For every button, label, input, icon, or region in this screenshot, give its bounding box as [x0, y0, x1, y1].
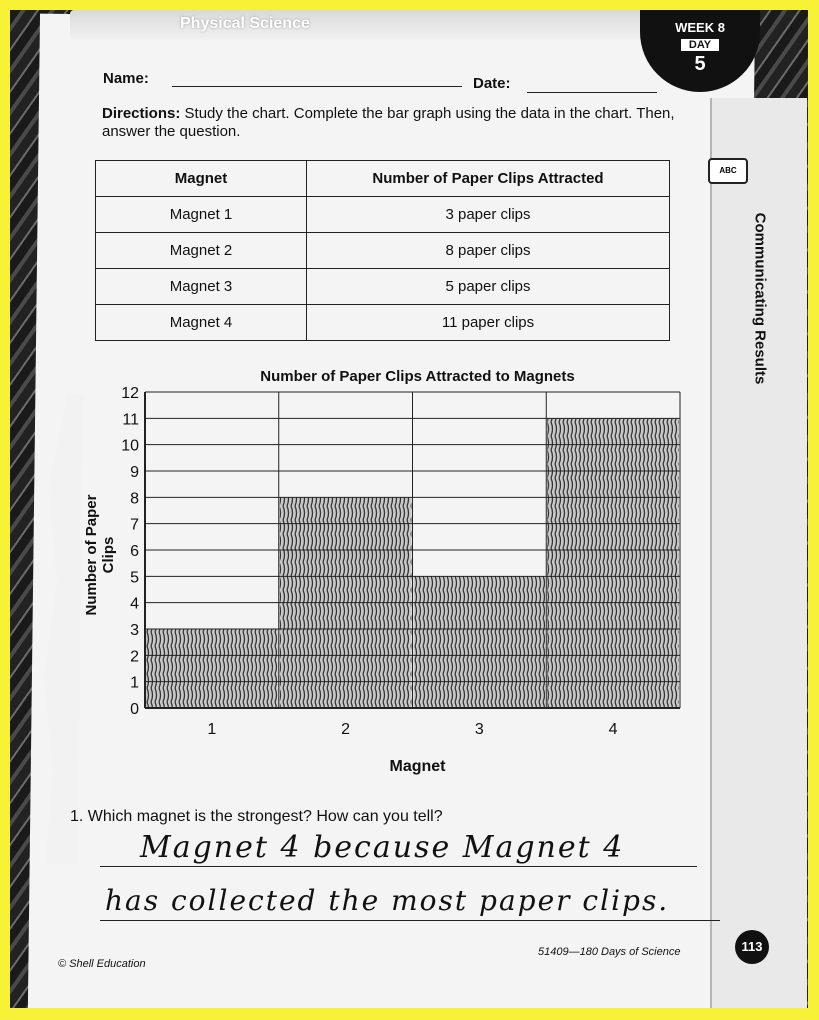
directions-text: Study the chart. Complete the bar graph using the data in the chart. Then, answer the question.: [102, 105, 675, 140]
data-table: [95, 160, 670, 341]
y-tick-label: 7: [130, 516, 139, 534]
answer-handwriting-1: Magnet 4 because Magnet 4: [140, 830, 625, 865]
bar-magnet-4: [547, 418, 679, 708]
y-tick-label: 3: [130, 622, 139, 639]
table-row: [96, 305, 670, 341]
bar-magnet-3: [414, 576, 546, 708]
speech-bubble-icon: ABC: [708, 158, 748, 184]
day-number: 5: [694, 53, 706, 75]
table-cell: Magnet 2: [96, 233, 307, 269]
table-cell: Magnet 3: [96, 269, 307, 305]
y-tick-label: 1: [130, 674, 139, 692]
y-tick-label: 4: [130, 595, 139, 613]
y-tick-label: 12: [121, 385, 139, 402]
date-label: Date:: [473, 75, 511, 92]
x-tick-label: 4: [608, 721, 618, 738]
table-cell: 8 paper clips: [307, 233, 670, 269]
question-text: 1. Which magnet is the strongest? How can you tell?: [70, 808, 443, 825]
y-tick-label: 11: [122, 411, 139, 429]
column-header: Number of Paper Clips Attracted: [307, 161, 670, 197]
y-tick-label: 2: [130, 648, 139, 666]
table-cell: Magnet 4: [96, 305, 307, 341]
name-label: Name:: [103, 70, 149, 87]
subject-title: Physical Science: [180, 15, 310, 32]
bar-graph: [110, 380, 710, 745]
x-tick-label: 2: [341, 721, 351, 738]
skill-label: Communicating Results: [751, 212, 769, 385]
column-header: Magnet: [96, 161, 307, 197]
page-number: 113: [735, 930, 769, 964]
directions: [102, 105, 682, 141]
table-row: [96, 197, 670, 233]
y-tick-label: 5: [130, 569, 139, 587]
subject-banner: [70, 10, 650, 40]
y-tick-label: 6: [130, 543, 139, 560]
y-tick-label: 0: [130, 701, 139, 718]
table-header-row: [96, 161, 670, 197]
table-cell: Magnet 1: [96, 197, 307, 233]
directions-lead: Directions:: [102, 105, 181, 122]
date-field[interactable]: [527, 92, 657, 93]
day-label: DAY: [681, 39, 719, 51]
torn-edge: [38, 394, 84, 864]
answer-line-2: [100, 920, 720, 921]
week-label: WEEK 8: [675, 20, 725, 35]
y-tick-label: 9: [130, 464, 139, 481]
y-tick-label: 8: [130, 490, 139, 508]
name-field[interactable]: [172, 86, 462, 87]
chart-title: Number of Paper Clips Attracted to Magnets: [260, 368, 575, 385]
table-cell: 11 paper clips: [307, 305, 670, 341]
y-tick-label: 10: [121, 437, 139, 455]
x-tick-label: 3: [474, 721, 484, 738]
answer-line-1: [100, 866, 697, 867]
table-cell: 5 paper clips: [307, 269, 670, 305]
x-axis-label: Magnet: [389, 758, 446, 775]
x-tick-label: 1: [207, 721, 217, 738]
bar-magnet-1: [146, 629, 278, 708]
answer-handwriting-2: has collected the most paper clips.: [105, 884, 670, 917]
table-row: [96, 233, 670, 269]
book-title: 51409—180 Days of Science: [538, 946, 681, 958]
table-cell: 3 paper clips: [307, 197, 670, 233]
table-row: [96, 269, 670, 305]
publisher-credit: © Shell Education: [58, 958, 146, 970]
y-axis-label: Number of Paper Clips: [83, 494, 117, 616]
